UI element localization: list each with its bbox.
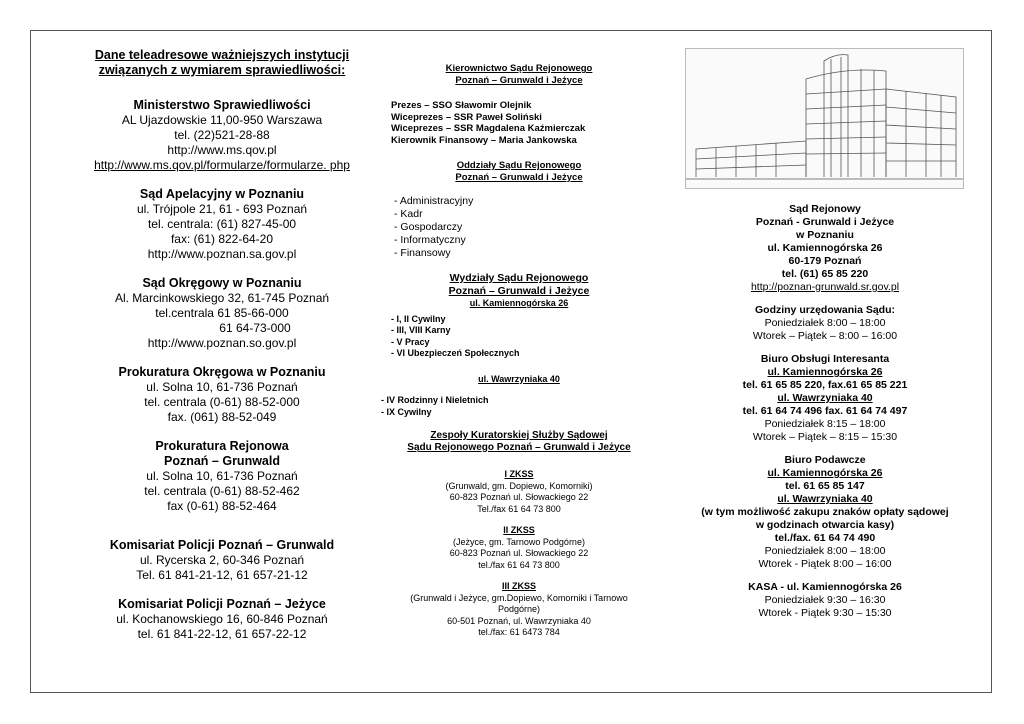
court-phone: tel. (61) 65 85 220 [781,268,869,280]
appeal-court-name: Sąd Apelacyjny w Poznaniu [139,187,305,201]
filing-office-hours: Wtorek - Piątek 8:00 – 16:00 [758,558,892,570]
institutions-column [57,48,387,642]
court-name-line2: Poznań - Grunwald i Jeżyce [755,216,895,228]
zkss3-area: (Grunwald i Jeżyce, gm.Dopiewo, Komorniki i Tarnowo [410,592,628,603]
court-info-column [687,203,963,620]
district-court-name: Sąd Okręgowy w Poznaniu [142,276,302,290]
building-sketch-icon [686,49,963,188]
ministry-forms-link[interactable]: http://www.ms.qov.pl/formularze/formularze. php [94,158,350,172]
appeal-court-address: ul. Trójpole 21, 61 - 693 Poznań [136,202,308,216]
court-name: Sąd Rejonowy [789,203,861,215]
appeal-court-website-link[interactable]: http://www.poznan.sa.gov.pl [147,247,297,261]
division-item: - I, II Cywilny [391,313,446,324]
customer-office-hours: Poniedziałek 8:15 – 18:00 [764,418,886,430]
office-hours-line: Poniedziałek 8:00 – 18:00 [764,317,886,329]
management-item: Kierownik Finansowy – Maria Jankowska [391,134,577,146]
court-postcode: 60-179 Poznań [788,255,862,267]
cashier-hours: Wtorek - Piątek 9:30 – 15:30 [758,607,892,619]
regional-prosecutor-fax: fax. (061) 88-52-049 [167,410,277,424]
zkss2-name: II ZKSS [503,525,535,535]
management-title-line1: Kierownictwo Sądu Rejonowego [445,63,593,74]
zkss1-phone: Tel./fax 61 64 73 800 [477,503,561,514]
court-structure-column [378,63,660,639]
division-item: - IV Rodzinny i Nieletnich [381,395,489,405]
customer-office-hours: Wtorek – Piątek – 8:15 – 15:30 [752,431,898,443]
institutions-heading-line1: Dane teleadresowe ważniejszych instytucji [94,48,350,62]
regional-prosecutor-phone: tel. centrala (0-61) 88-52-000 [144,395,300,409]
management-item: Wiceprezes – SSR Paweł Soliński [391,111,542,123]
management-list [378,100,660,146]
management-item: Prezes – SSO Sławomir Olejnik [391,100,532,111]
division-item: - VI Ubezpieczeń Społecznych [391,348,520,358]
police-jezyce-phone: tel. 61 841-22-12, 61 657-22-12 [137,627,307,641]
local-prosecutor-phone: tel. centrala (0-61) 88-52-462 [144,484,300,498]
customer-office-phone2: tel. 61 64 74 496 fax. 61 64 74 497 [742,405,908,417]
police-grunwald-name: Komisariat Policji Poznań – Grunwald [109,538,335,552]
filing-office-note-cont: w godzinach otwarcia kasy) [755,519,895,531]
zkss3-area-cont: Podgórne) [497,604,541,614]
zkss2-address: 60-823 Poznań ul. Słowackiego 22 [449,548,589,558]
department-item: - Informatyczny [394,234,466,246]
divisions-title-line2: Poznań – Grunwald i Jeżyce [448,285,590,297]
filing-office-title: Biuro Podawcze [784,454,866,466]
zkss3-name: III ZKSS [501,581,536,591]
divisions-list1 [378,314,660,360]
police-jezyce-name: Komisariat Policji Poznań – Jeżyce [118,597,326,611]
department-item: - Gospodarczy [394,221,463,233]
court-website-link[interactable]: http://poznan-grunwald.sr.gov.pl [750,281,900,293]
department-item: - Finansowy [394,247,451,259]
department-item: - Administracyjny [394,195,474,207]
local-prosecutor-address: ul. Solna 10, 61-736 Poznań [146,469,298,483]
police-jezyce-address: ul. Kochanowskiego 16, 60-846 Poznań [116,612,328,626]
filing-office-address1: ul. Kamiennogórska 26 [767,467,883,479]
ministry-name: Ministerstwo Sprawiedliwości [133,98,311,112]
district-court-phone2: 61 64-73-000 [219,321,291,335]
appeal-court-phone: tel. centrala: (61) 827-45-00 [147,217,297,231]
customer-office-phone1: tel. 61 65 85 220, fax.61 65 85 221 [742,379,908,391]
division-item: - III, VIII Karny [391,325,451,335]
divisions-address2: ul. Wawrzyniaka 40 [478,373,560,384]
zkss1-address: 60-823 Poznań ul. Słowackiego 22 [449,492,589,502]
court-building-image [685,48,964,189]
customer-office-title: Biuro Obsługi Interesanta [760,353,890,365]
office-hours-title: Godziny urzędowania Sądu: [754,304,895,316]
regional-prosecutor-address: ul. Solna 10, 61-736 Poznań [146,380,298,394]
departments-list [378,195,660,260]
zkss1-area: (Grunwald, gm. Dopiewo, Komorniki) [445,480,593,491]
filing-office-phone2: tel./fax. 61 64 74 490 [774,532,876,544]
institutions-heading-line2: związanych z wymiarem sprawiedliwości: [98,63,346,77]
filing-office-note: (w tym możliwość zakupu znaków opłaty sądowej [701,506,949,518]
police-grunwald-address: ul. Rycerska 2, 60-346 Poznań [139,553,305,567]
division-item: - V Pracy [391,336,430,347]
zkss2-phone: tel./fax 61 64 73 800 [478,559,560,570]
office-hours-line: Wtorek – Piątek – 8:00 – 16:00 [752,330,898,342]
ministry-website-link[interactable]: http://www.ms.qov.pl [167,143,277,157]
divisions-title-line1: Wydziały Sądu Rejonowego [449,272,589,284]
cashier-title: KASA - ul. Kamiennogórska 26 [748,581,902,593]
court-city: w Poznaniu [796,229,854,241]
filing-office-phone1: tel. 61 65 85 147 [785,480,865,492]
police-grunwald-phone: Tel. 61 841-21-12, 61 657-21-12 [136,568,308,582]
district-court-phone: tel.centrala 61 85-66-000 [155,306,289,320]
management-item: Wiceprezes – SSR Magdalena Kaźmierczak [391,123,586,134]
brochure-sheet [30,30,992,693]
departments-title-line2: Poznań – Grunwald i Jeżyce [455,171,583,183]
filing-office-hours: Poniedziałek 8:00 – 18:00 [764,545,886,557]
ministry-phone: tel. (22)521-28-88 [174,128,270,142]
customer-office-address1: ul. Kamiennogórska 26 [767,366,883,378]
district-court-address: Al. Marcinkowskiego 32, 61-745 Poznań [114,291,330,305]
division-item: - IX Cywilny [381,406,432,417]
zkss3-phone: tel./fax: 61 6473 784 [478,627,560,637]
district-court-website-link[interactable]: http://www.poznan.so.gov.pl [147,336,297,350]
management-title-line2: Poznań – Grunwald i Jeżyce [455,74,583,86]
local-prosecutor-name2: Poznań – Grunwald [164,454,280,468]
divisions-address1: ul. Kamiennogórska 26 [469,298,569,308]
customer-office-address2: ul. Wawrzyniaka 40 [777,392,873,404]
department-item: - Kadr [394,208,423,220]
court-street: ul. Kamiennogórska 26 [767,242,883,254]
zkss1-name: I ZKSS [504,469,534,479]
local-prosecutor-name: Prokuratura Rejonowa [155,439,289,453]
divisions-list2 [378,395,660,418]
departments-title-line1: Oddziały Sądu Rejonowego [456,160,582,171]
probation-title-line2: Sądu Rejonowego Poznań – Grunwald i Jeżyce [407,441,631,453]
zkss2-area: (Jeżyce, gm. Tarnowo Podgórne) [453,536,585,547]
filing-office-address2: ul. Wawrzyniaka 40 [777,493,873,505]
local-prosecutor-fax: fax (0-61) 88-52-464 [167,499,277,513]
regional-prosecutor-name: Prokuratura Okręgowa w Poznaniu [118,365,326,379]
zkss3-address: 60-501 Poznań, ul. Wawrzyniaka 40 [447,615,591,626]
cashier-hours: Poniedziałek 9:30 – 16:30 [764,594,886,606]
probation-title-line1: Zespoły Kuratorskiej Służby Sądowej [430,430,608,441]
ministry-address: AL Ujazdowskie 11,00-950 Warszawa [121,113,323,127]
appeal-court-fax: fax: (61) 822-64-20 [170,232,274,246]
